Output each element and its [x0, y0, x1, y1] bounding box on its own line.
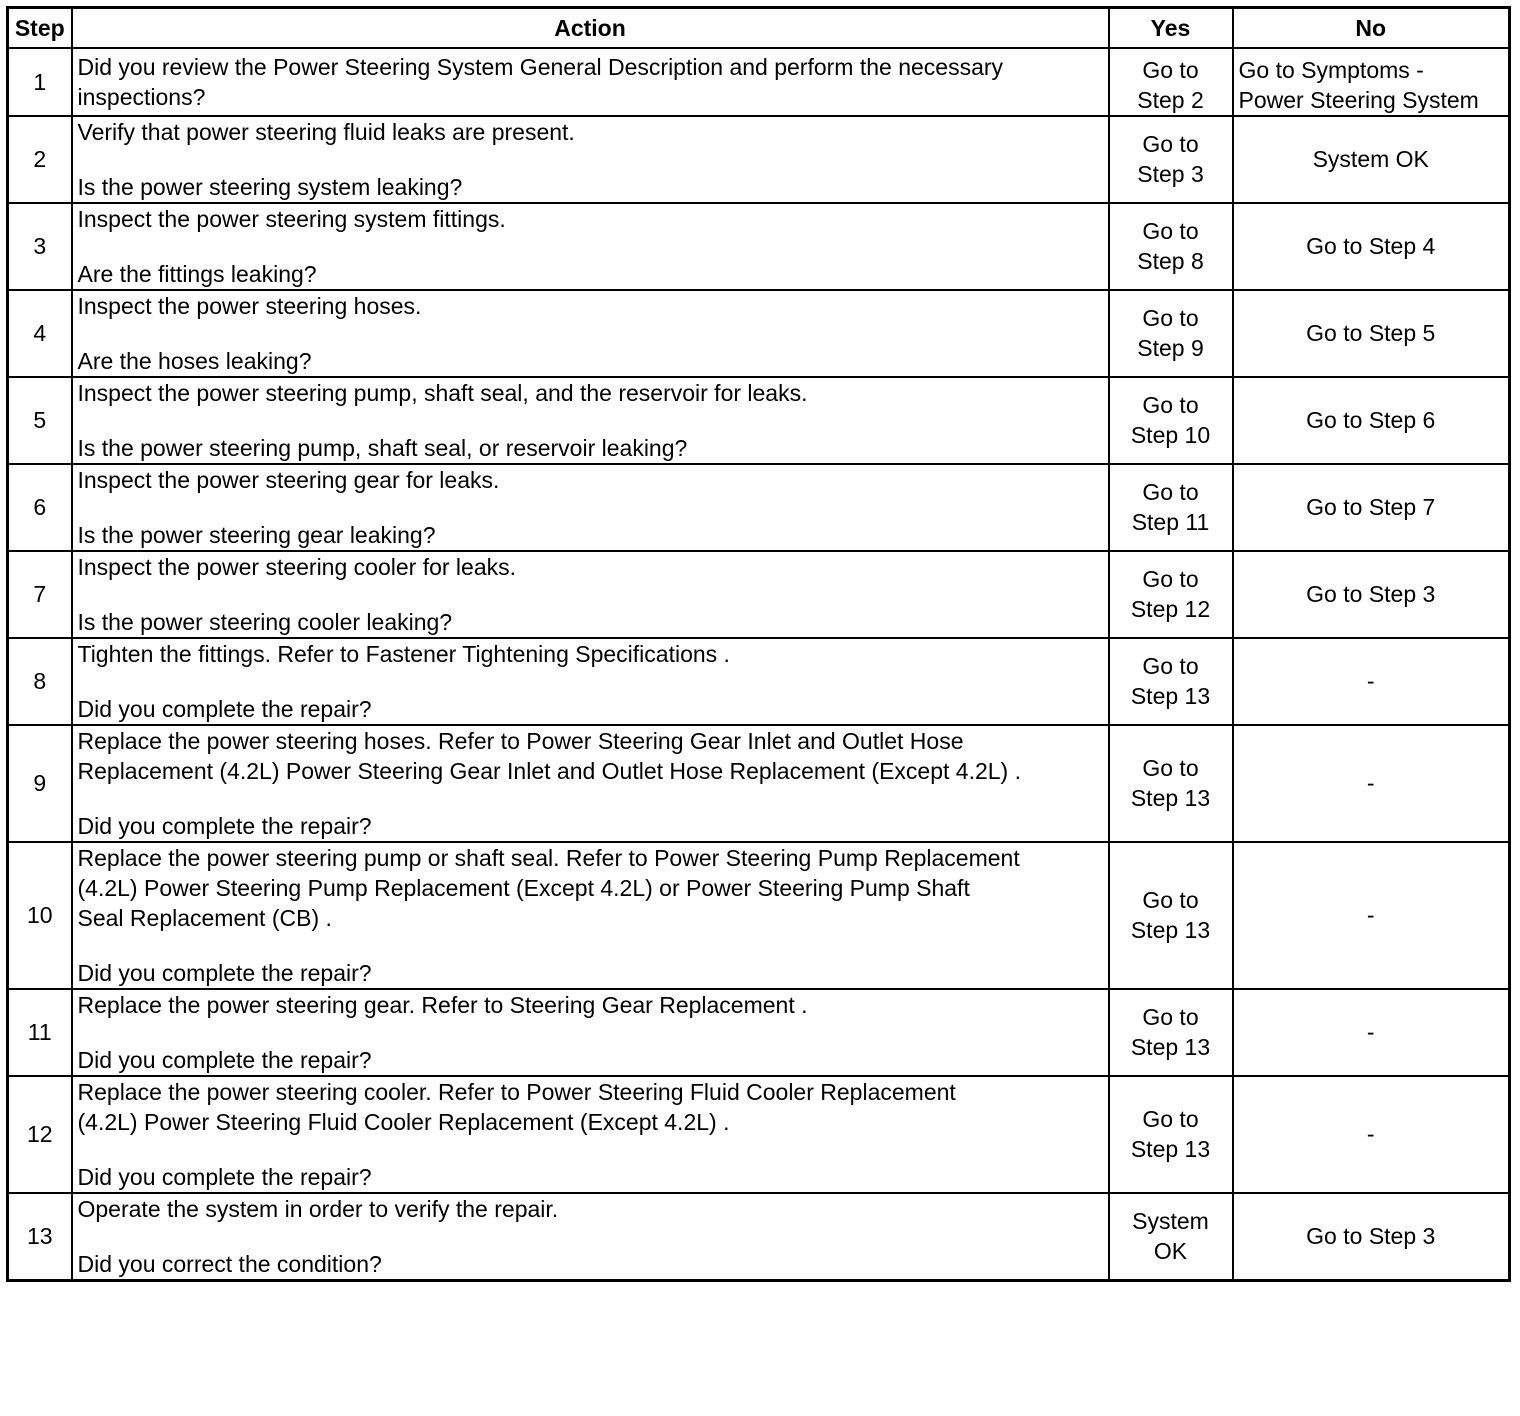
action-question: Did you correct the condition? [77, 1250, 382, 1277]
no-cell [1233, 1193, 1510, 1281]
yes-cell [1109, 116, 1233, 203]
action-text-line: Inspect the power steering cooler for leaks. [77, 553, 517, 580]
action-cell [72, 1076, 1109, 1193]
action-question: Did you complete the repair? [77, 812, 372, 839]
spacer [78, 495, 1103, 520]
step-number: 4 [8, 290, 72, 377]
no-cell [1233, 638, 1510, 725]
yes-text-line: Go to [1142, 479, 1199, 505]
spacer [78, 1020, 1103, 1045]
action-question: Is the power steering cooler leaking? [77, 608, 453, 635]
spacer [78, 582, 1103, 607]
action-cell [72, 842, 1109, 989]
action-text-line: Tighten the fittings. Refer to Fastener Tightening Specifications . [77, 640, 730, 667]
action-cell [72, 48, 1109, 116]
action-text-line: Replace the power steering gear. Refer to Steering Gear Replacement . [77, 991, 808, 1018]
yes-cell [1109, 203, 1233, 290]
table-row [8, 842, 1510, 989]
header-no: No [1233, 8, 1510, 48]
yes-text-line: Go to [1142, 392, 1199, 418]
action-text-line: Replace the power steering cooler. Refer to Power Steering Fluid Cooler Replacement [77, 1078, 956, 1105]
yes-cell [1109, 551, 1233, 638]
yes-text-line: Step 8 [1137, 248, 1204, 274]
action-text-line: Replace the power steering hoses. Refer to Power Steering Gear Inlet and Outlet Hose [77, 727, 964, 754]
action-question: Did you complete the repair? [77, 959, 372, 986]
table-row [8, 48, 1510, 116]
spacer [78, 1224, 1103, 1249]
yes-cell [1109, 725, 1233, 842]
action-cell [72, 464, 1109, 551]
action-question: Did you complete the repair? [77, 1163, 372, 1190]
table-row [8, 290, 1510, 377]
action-text-line: Did you review the Power Steering System General Description and perform the necessary inspections? [77, 53, 1004, 110]
no-cell [1233, 1076, 1510, 1193]
no-text-line: - [1366, 902, 1375, 928]
table-row [8, 203, 1510, 290]
no-text-line: Go to Step 6 [1306, 407, 1436, 433]
spacer [78, 321, 1103, 346]
action-text-line: (4.2L) Power Steering Pump Replacement (Except 4.2L) or Power Steering Pump Shaft [77, 874, 970, 901]
table-row [8, 989, 1510, 1076]
action-question: Are the hoses leaking? [77, 347, 312, 374]
action-text-line: Replacement (4.2L) Power Steering Gear Inlet and Outlet Hose Replacement (Except 4.2L) . [77, 757, 1021, 784]
yes-text-line: Go to [1142, 887, 1199, 913]
step-number: 10 [8, 842, 72, 989]
yes-cell [1109, 989, 1233, 1076]
step-number: 6 [8, 464, 72, 551]
yes-text-line: Go to [1142, 755, 1199, 781]
no-cell [1233, 464, 1510, 551]
yes-text-line: Go to [1142, 131, 1199, 157]
action-cell [72, 290, 1109, 377]
yes-text-line: Go to [1142, 1106, 1199, 1132]
no-text-line: Go to Step 3 [1306, 1223, 1436, 1249]
action-cell [72, 1193, 1109, 1281]
step-number: 9 [8, 725, 72, 842]
no-cell [1233, 551, 1510, 638]
header-action: Action [72, 8, 1109, 48]
no-text-line: Power Steering System [1238, 86, 1479, 113]
yes-text-line: Go to [1142, 566, 1199, 592]
yes-text-line: Step 13 [1130, 1034, 1211, 1060]
no-cell [1233, 116, 1510, 203]
table-row [8, 377, 1510, 464]
step-number: 7 [8, 551, 72, 638]
table-row [8, 116, 1510, 203]
yes-cell [1109, 464, 1233, 551]
table-row [8, 725, 1510, 842]
action-text-line: Verify that power steering fluid leaks are present. [77, 118, 575, 145]
action-cell [72, 725, 1109, 842]
step-number: 8 [8, 638, 72, 725]
yes-text-line: Step 3 [1137, 161, 1204, 187]
header-row [8, 8, 1510, 48]
yes-text-line: Step 9 [1137, 335, 1204, 361]
no-text-line: System OK [1312, 146, 1429, 172]
no-text-line: Go to Step 4 [1306, 233, 1436, 259]
step-number: 1 [8, 48, 72, 116]
no-cell [1233, 842, 1510, 989]
yes-cell [1109, 842, 1233, 989]
header-yes: Yes [1109, 8, 1233, 48]
yes-text-line: Step 10 [1130, 422, 1211, 448]
no-text-line: - [1366, 1121, 1375, 1147]
yes-text-line: Step 13 [1130, 917, 1211, 943]
spacer [78, 147, 1103, 172]
yes-cell [1109, 1076, 1233, 1193]
action-text-line: Replace the power steering pump or shaft seal. Refer to Power Steering Pump Replacement [77, 844, 1020, 871]
diagnostic-table [6, 6, 1511, 1282]
action-text-line: (4.2L) Power Steering Fluid Cooler Replacement (Except 4.2L) . [77, 1108, 730, 1135]
yes-text-line: Step 12 [1130, 596, 1211, 622]
action-text-line: Seal Replacement (CB) . [77, 904, 332, 931]
yes-cell [1109, 377, 1233, 464]
table-row [8, 551, 1510, 638]
action-text-line: Operate the system in order to verify the repair. [77, 1195, 559, 1222]
no-cell [1233, 290, 1510, 377]
action-question: Is the power steering system leaking? [77, 173, 463, 200]
action-cell [72, 377, 1109, 464]
action-question: Is the power steering gear leaking? [77, 521, 436, 548]
no-cell [1233, 725, 1510, 842]
yes-text-line: Go to [1142, 56, 1199, 83]
action-text-line: Inspect the power steering pump, shaft seal, and the reservoir for leaks. [77, 379, 808, 406]
action-text-line: Inspect the power steering hoses. [77, 292, 422, 319]
no-text-line: Go to Step 7 [1306, 494, 1436, 520]
spacer [78, 933, 1103, 958]
spacer [78, 234, 1103, 259]
yes-cell [1109, 638, 1233, 725]
table-row [8, 464, 1510, 551]
yes-cell [1109, 290, 1233, 377]
table-row [8, 1193, 1510, 1281]
no-text-line: Go to Step 3 [1306, 581, 1436, 607]
no-cell [1233, 48, 1510, 116]
yes-text-line: Step 13 [1130, 1136, 1211, 1162]
action-question: Is the power steering pump, shaft seal, or reservoir leaking? [77, 434, 688, 461]
spacer [78, 1137, 1103, 1162]
yes-text-line: Go to [1142, 305, 1199, 331]
step-number: 12 [8, 1076, 72, 1193]
table-body [8, 48, 1510, 1281]
yes-text-line: Go to [1142, 218, 1199, 244]
no-text-line: Go to Step 5 [1306, 320, 1436, 346]
no-cell [1233, 989, 1510, 1076]
action-question: Did you complete the repair? [77, 695, 372, 722]
no-cell [1233, 377, 1510, 464]
table-row [8, 638, 1510, 725]
action-question: Did you complete the repair? [77, 1046, 372, 1073]
spacer [78, 408, 1103, 433]
yes-text-line: Step 13 [1130, 785, 1211, 811]
header-step: Step [8, 8, 72, 48]
action-cell [72, 989, 1109, 1076]
yes-text-line: Go to [1142, 1004, 1199, 1030]
action-cell [72, 116, 1109, 203]
action-text-line: Inspect the power steering gear for leaks. [77, 466, 500, 493]
yes-text-line: Step 11 [1131, 509, 1210, 535]
yes-text-line: Go to [1142, 653, 1199, 679]
step-number: 2 [8, 116, 72, 203]
yes-text-line: Step 2 [1137, 86, 1204, 113]
no-cell [1233, 203, 1510, 290]
spacer [78, 669, 1103, 694]
action-cell [72, 203, 1109, 290]
no-text-line: Go to Symptoms - [1238, 56, 1424, 83]
step-number: 5 [8, 377, 72, 464]
yes-text-line: OK [1153, 1238, 1188, 1264]
action-cell [72, 638, 1109, 725]
yes-text-line: Step 13 [1130, 683, 1211, 709]
step-number: 3 [8, 203, 72, 290]
step-number: 13 [8, 1193, 72, 1281]
step-number: 11 [8, 989, 72, 1076]
no-text-line: - [1366, 770, 1375, 796]
no-text-line: - [1366, 668, 1375, 694]
action-text-line: Inspect the power steering system fittings. [77, 205, 506, 232]
table-row [8, 1076, 1510, 1193]
action-question: Are the fittings leaking? [77, 260, 317, 287]
no-text-line: - [1366, 1019, 1375, 1045]
yes-cell [1109, 1193, 1233, 1281]
spacer [78, 786, 1103, 811]
action-cell [72, 551, 1109, 638]
yes-cell [1109, 48, 1233, 116]
yes-text-line: System [1132, 1208, 1209, 1234]
